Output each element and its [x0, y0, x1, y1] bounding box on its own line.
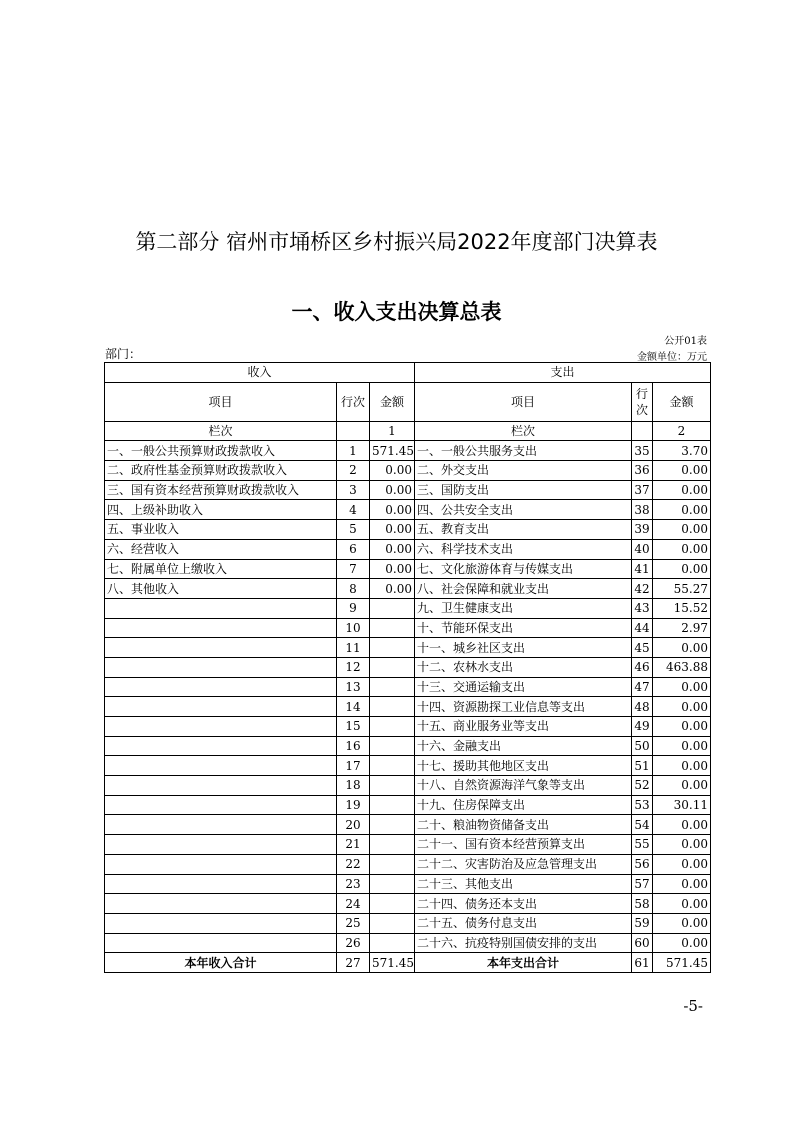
expense-row-no-cell: 48 — [632, 697, 653, 717]
table-row — [105, 776, 711, 796]
expense-row-no-cell: 46 — [632, 657, 653, 677]
expense-amount-cell: 0.00 — [653, 913, 711, 933]
income-row-no-cell: 9 — [337, 598, 370, 618]
income-expense-table — [104, 362, 711, 973]
expense-amount-cell: 2.97 — [653, 618, 711, 638]
amount-unit-label: 金额单位：万元 — [637, 352, 707, 363]
income-amount-cell — [370, 717, 415, 737]
income-amount-cell — [370, 894, 415, 914]
expense-row-no-cell: 56 — [632, 854, 653, 874]
expense-row-no-cell: 44 — [632, 618, 653, 638]
expense-item-cell: 十二、农林水支出 — [415, 657, 632, 677]
table-row — [105, 677, 711, 697]
expense-amount-cell: 0.00 — [653, 815, 711, 835]
department-label: 部门： — [105, 347, 142, 361]
expense-row-no-cell: 54 — [632, 815, 653, 835]
form-code: 公开01表 — [664, 336, 707, 347]
expense-item-cell: 二十二、灾害防治及应急管理支出 — [415, 854, 632, 874]
table-row — [105, 756, 711, 776]
expense-amount-cell: 0.00 — [653, 559, 711, 579]
income-item-cell — [105, 736, 337, 756]
expense-amount-cell: 0.00 — [653, 520, 711, 540]
income-row-no-cell: 15 — [337, 717, 370, 737]
income-total-label: 本年收入合计 — [105, 953, 337, 973]
expense-amount-cell: 0.00 — [653, 697, 711, 717]
income-amount-cell — [370, 598, 415, 618]
header-row-1 — [105, 363, 711, 383]
expense-item-cell: 二十一、国有资本经营预算支出 — [415, 835, 632, 855]
expense-item-cell: 二十五、债务付息支出 — [415, 913, 632, 933]
income-amount-header: 金额 — [370, 382, 415, 421]
table-row — [105, 539, 711, 559]
expense-row-no-cell: 59 — [632, 913, 653, 933]
table-row — [105, 657, 711, 677]
expense-item-cell: 四、公共安全支出 — [415, 500, 632, 520]
income-amount-cell: 0.00 — [370, 480, 415, 500]
income-item-cell: 二、政府性基金预算财政拨款收入 — [105, 461, 337, 481]
expense-row-no-cell: 40 — [632, 539, 653, 559]
income-item-cell — [105, 933, 337, 953]
income-item-cell: 四、上级补助收入 — [105, 500, 337, 520]
income-row-no-cell: 5 — [337, 520, 370, 540]
expense-row-no-cell: 43 — [632, 598, 653, 618]
expense-item-cell: 五、教育支出 — [415, 520, 632, 540]
income-item-cell — [105, 835, 337, 855]
expense-row-no-cell: 57 — [632, 874, 653, 894]
table-row — [105, 717, 711, 737]
expense-item-cell: 十四、资源勘探工业信息等支出 — [415, 697, 632, 717]
expense-item-cell: 二十六、抗疫特别国债安排的支出 — [415, 933, 632, 953]
income-total-amount: 571.45 — [370, 953, 415, 973]
income-item-cell — [105, 717, 337, 737]
income-amount-cell — [370, 795, 415, 815]
income-row-no-cell: 2 — [337, 461, 370, 481]
expense-item-cell: 十九、住房保障支出 — [415, 795, 632, 815]
expense-amount-cell: 30.11 — [653, 795, 711, 815]
expense-row-no-cell: 47 — [632, 677, 653, 697]
income-amount-cell — [370, 657, 415, 677]
income-row-no-cell: 6 — [337, 539, 370, 559]
table-row — [105, 461, 711, 481]
expense-amount-cell: 0.00 — [653, 736, 711, 756]
income-item-cell — [105, 638, 337, 658]
expense-row-no-cell: 39 — [632, 520, 653, 540]
expense-row-no-cell: 50 — [632, 736, 653, 756]
income-amount-cell: 0.00 — [370, 461, 415, 481]
expense-row-no-cell: 49 — [632, 717, 653, 737]
income-row-no-cell: 25 — [337, 913, 370, 933]
income-item-cell: 六、经营收入 — [105, 539, 337, 559]
expense-amount-cell: 0.00 — [653, 717, 711, 737]
income-item-cell — [105, 874, 337, 894]
total-row — [105, 953, 711, 973]
expense-amount-cell: 0.00 — [653, 677, 711, 697]
income-amount-cell — [370, 736, 415, 756]
table-row — [105, 579, 711, 599]
income-item-cell — [105, 795, 337, 815]
expense-item-cell: 六、科学技术支出 — [415, 539, 632, 559]
expense-row-no-cell: 60 — [632, 933, 653, 953]
header-row-2 — [105, 382, 711, 421]
income-item-cell — [105, 854, 337, 874]
expense-row-no-cell: 42 — [632, 579, 653, 599]
table-row — [105, 480, 711, 500]
expense-amount-cell: 0.00 — [653, 480, 711, 500]
income-row-no-cell: 22 — [337, 854, 370, 874]
income-amount-cell: 0.00 — [370, 500, 415, 520]
income-amount-cell: 0.00 — [370, 579, 415, 599]
income-item-cell — [105, 677, 337, 697]
expense-amount-cell: 0.00 — [653, 874, 711, 894]
income-row-no-cell: 17 — [337, 756, 370, 776]
income-column-label: 栏次 — [105, 421, 337, 441]
expense-amount-cell: 0.00 — [653, 539, 711, 559]
expense-column-number: 2 — [653, 421, 711, 441]
income-row-no-cell: 1 — [337, 441, 370, 461]
income-amount-cell — [370, 815, 415, 835]
expense-amount-cell: 3.70 — [653, 441, 711, 461]
income-item-cell — [105, 598, 337, 618]
income-amount-cell — [370, 854, 415, 874]
expense-amount-cell: 0.00 — [653, 894, 711, 914]
empty-cell — [632, 421, 653, 441]
expense-row-no-cell: 53 — [632, 795, 653, 815]
expense-item-cell: 十一、城乡社区支出 — [415, 638, 632, 658]
table-row — [105, 835, 711, 855]
income-item-cell — [105, 697, 337, 717]
income-row-no-cell: 16 — [337, 736, 370, 756]
table-row — [105, 697, 711, 717]
expense-row-no-cell: 36 — [632, 461, 653, 481]
income-row-no-cell: 18 — [337, 776, 370, 796]
expense-item-cell: 十五、商业服务业等支出 — [415, 717, 632, 737]
income-row-no-cell: 21 — [337, 835, 370, 855]
table-row — [105, 854, 711, 874]
expense-amount-cell: 0.00 — [653, 461, 711, 481]
income-amount-cell — [370, 913, 415, 933]
expense-item-cell: 二、外交支出 — [415, 461, 632, 481]
expense-row-no-cell: 52 — [632, 776, 653, 796]
table-row — [105, 894, 711, 914]
expense-total-amount: 571.45 — [653, 953, 711, 973]
empty-cell — [337, 421, 370, 441]
expense-header: 支出 — [415, 363, 711, 383]
expense-row-no-header — [632, 382, 653, 421]
expense-item-cell: 十七、援助其他地区支出 — [415, 756, 632, 776]
expense-row-no-cell: 38 — [632, 500, 653, 520]
table-row — [105, 500, 711, 520]
income-amount-cell — [370, 677, 415, 697]
income-item-cell: 一、一般公共预算财政拨款收入 — [105, 441, 337, 461]
expense-row-no-cell: 35 — [632, 441, 653, 461]
income-row-no-cell: 4 — [337, 500, 370, 520]
income-item-cell — [105, 657, 337, 677]
income-total-row-no: 27 — [337, 953, 370, 973]
page-number: -5- — [683, 997, 703, 1015]
expense-amount-cell: 55.27 — [653, 579, 711, 599]
part-title: 第二部分 宿州市埇桥区乡村振兴局2022年度部门决算表 — [135, 230, 658, 254]
income-header: 收入 — [105, 363, 415, 383]
income-amount-cell — [370, 618, 415, 638]
income-item-cell — [105, 776, 337, 796]
income-item-cell — [105, 913, 337, 933]
income-column-number: 1 — [370, 421, 415, 441]
income-item-cell — [105, 894, 337, 914]
income-row-no-cell: 7 — [337, 559, 370, 579]
expense-item-cell: 十、节能环保支出 — [415, 618, 632, 638]
expense-item-header: 项目 — [415, 382, 632, 421]
income-amount-cell — [370, 835, 415, 855]
expense-item-cell: 八、社会保障和就业支出 — [415, 579, 632, 599]
expense-row-no-cell: 51 — [632, 756, 653, 776]
expense-amount-cell: 0.00 — [653, 933, 711, 953]
expense-row-no-cell: 45 — [632, 638, 653, 658]
table-row — [105, 815, 711, 835]
expense-item-cell: 十六、金融支出 — [415, 736, 632, 756]
expense-amount-header: 金额 — [653, 382, 711, 421]
income-amount-cell: 0.00 — [370, 559, 415, 579]
income-amount-cell — [370, 756, 415, 776]
expense-amount-cell: 0.00 — [653, 756, 711, 776]
income-row-no-cell: 20 — [337, 815, 370, 835]
income-item-cell — [105, 756, 337, 776]
expense-row-no-cell: 55 — [632, 835, 653, 855]
income-row-no-cell: 23 — [337, 874, 370, 894]
income-amount-cell — [370, 776, 415, 796]
income-row-no-header: 行次 — [337, 382, 370, 421]
income-item-cell: 七、附属单位上缴收入 — [105, 559, 337, 579]
expense-amount-cell: 0.00 — [653, 500, 711, 520]
income-amount-cell: 0.00 — [370, 539, 415, 559]
income-item-cell: 八、其他收入 — [105, 579, 337, 599]
expense-item-cell: 二十四、债务还本支出 — [415, 894, 632, 914]
table-row — [105, 598, 711, 618]
income-row-no-cell: 11 — [337, 638, 370, 658]
expense-row-no-cell: 41 — [632, 559, 653, 579]
expense-item-cell: 七、文化旅游体育与传媒支出 — [415, 559, 632, 579]
income-amount-cell — [370, 638, 415, 658]
income-amount-cell — [370, 933, 415, 953]
income-item-cell: 五、事业收入 — [105, 520, 337, 540]
expense-amount-cell: 0.00 — [653, 776, 711, 796]
income-amount-cell — [370, 697, 415, 717]
income-item-cell: 三、国有资本经营预算财政拨款收入 — [105, 480, 337, 500]
table-row — [105, 933, 711, 953]
income-row-no-cell: 13 — [337, 677, 370, 697]
expense-amount-cell: 15.52 — [653, 598, 711, 618]
expense-item-cell: 二十、粮油物资储备支出 — [415, 815, 632, 835]
income-row-no-cell: 14 — [337, 697, 370, 717]
expense-item-cell: 一、一般公共服务支出 — [415, 441, 632, 461]
table-row — [105, 559, 711, 579]
income-amount-cell: 571.45 — [370, 441, 415, 461]
income-row-no-cell: 8 — [337, 579, 370, 599]
expense-column-label: 栏次 — [415, 421, 632, 441]
table-row — [105, 618, 711, 638]
expense-item-cell: 十三、交通运输支出 — [415, 677, 632, 697]
expense-amount-cell: 0.00 — [653, 638, 711, 658]
table-row — [105, 638, 711, 658]
table-row — [105, 874, 711, 894]
expense-item-cell: 二十三、其他支出 — [415, 874, 632, 894]
income-row-no-cell: 3 — [337, 480, 370, 500]
expense-item-cell: 九、卫生健康支出 — [415, 598, 632, 618]
table-row — [105, 736, 711, 756]
table-row — [105, 441, 711, 461]
income-row-no-cell: 24 — [337, 894, 370, 914]
expense-row-no-text: 行次 — [636, 386, 649, 417]
table-row — [105, 520, 711, 540]
expense-total-row-no: 61 — [632, 953, 653, 973]
income-item-cell — [105, 815, 337, 835]
expense-amount-cell: 0.00 — [653, 835, 711, 855]
income-item-header: 项目 — [105, 382, 337, 421]
table-row — [105, 913, 711, 933]
expense-row-no-cell: 58 — [632, 894, 653, 914]
income-row-no-cell: 10 — [337, 618, 370, 638]
expense-item-cell: 三、国防支出 — [415, 480, 632, 500]
income-item-cell — [105, 618, 337, 638]
header-row-3 — [105, 421, 711, 441]
section-title: 一、收入支出决算总表 — [291, 300, 502, 324]
expense-total-label: 本年支出合计 — [415, 953, 632, 973]
income-amount-cell: 0.00 — [370, 520, 415, 540]
expense-row-no-cell: 37 — [632, 480, 653, 500]
income-row-no-cell: 26 — [337, 933, 370, 953]
expense-amount-cell: 463.88 — [653, 657, 711, 677]
income-amount-cell — [370, 874, 415, 894]
expense-item-cell: 十八、自然资源海洋气象等支出 — [415, 776, 632, 796]
income-row-no-cell: 19 — [337, 795, 370, 815]
table-row — [105, 795, 711, 815]
income-row-no-cell: 12 — [337, 657, 370, 677]
expense-amount-cell: 0.00 — [653, 854, 711, 874]
